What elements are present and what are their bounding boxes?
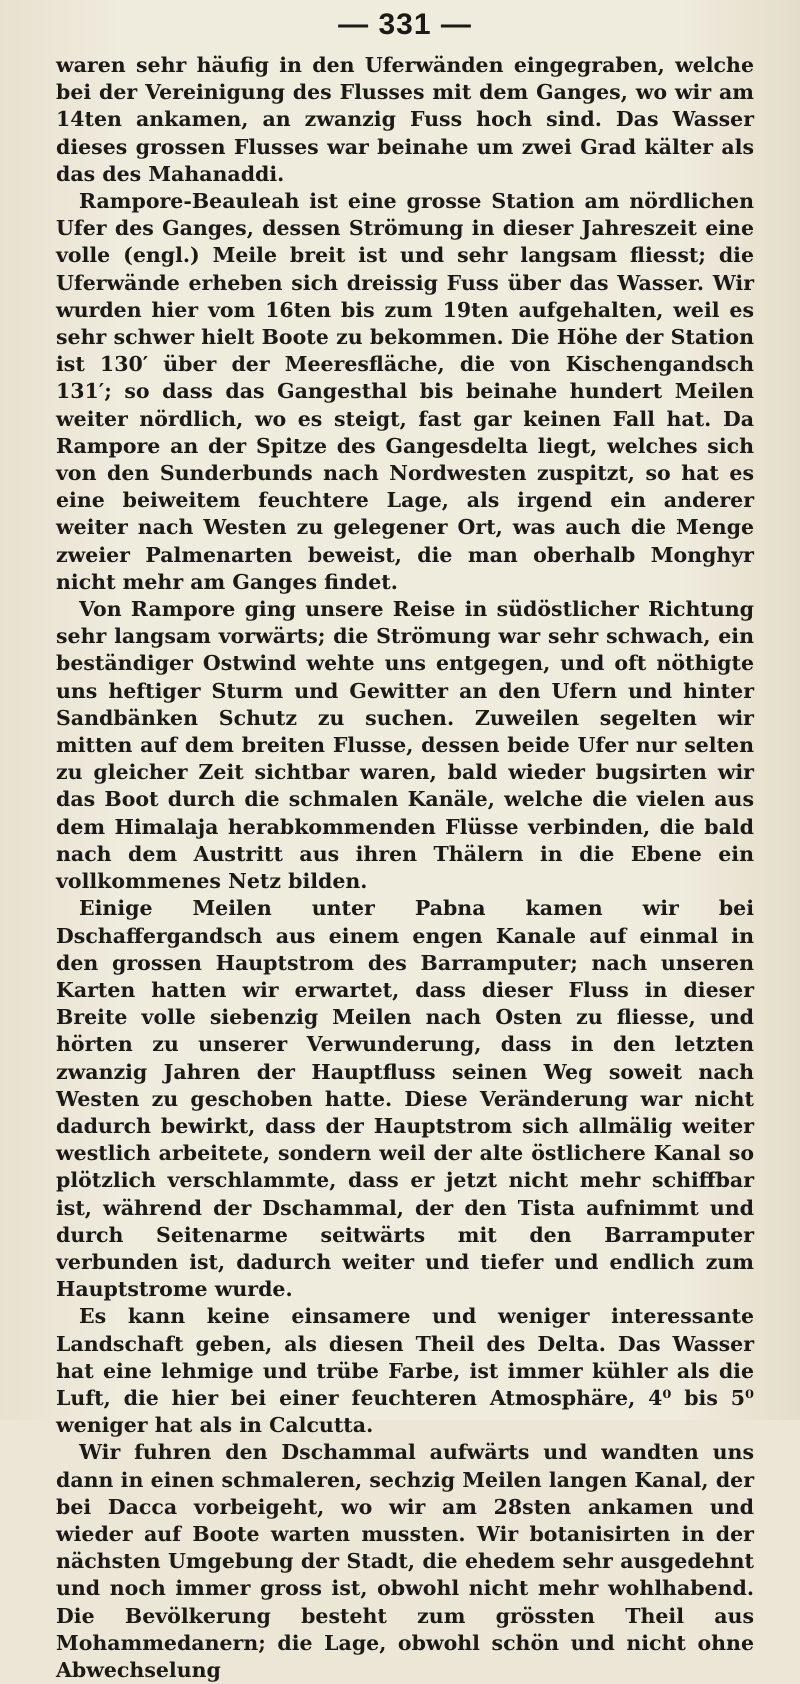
paragraph: Es kann keine einsamere und weniger interessante Landschaft geben, als diesen Theil des Delta. Das Wasser hat eine lehmige und trübe Farbe, ist immer kühler als die Luft, die hier bei einer feuchteren Atmosphäre, 4⁰ bis 5⁰ weniger hat als in Calcutta. xyxy=(56,1304,754,1438)
paragraph: Rampore-Beauleah ist eine grosse Station am nördlichen Ufer des Ganges, dessen Strömung in dieser Jahreszeit eine volle (engl.) Meile breit ist und sehr langsam fliesst; die Uferwände erheben sich dreissig Fuss über das Wasser. Wir wurden hier vom 16ten bis zum 19ten aufgehalten, weil es sehr schwer hielt Boote zu bekommen. Die Höhe der Station ist 130′ über der Meeresfläche, die von Kischengandsch 131′; so dass das Gangesthal bis beinahe hundert Meilen weiter nördlich, wo es steigt, fast gar keinen Fall hat. Da Rampore an der Spitze des Gangesdelta liegt, welches sich von den Sunderbunds nach Nordwesten zuspitzt, so hat es eine beiweitem feuchtere Lage, als irgend ein anderer weiter nach Westen zu gelegener Ort, was auch die Menge zweier Palmenarten beweist, die man oberhalb Monghyr nicht mehr am Ganges findet. xyxy=(56,189,754,594)
paragraph: waren sehr häufig in den Uferwänden eingegraben, welche bei der Vereinigung des Flusses mit dem Ganges, wo wir am 14ten ankamen, an zwanzig Fuss hoch sind. Das Wasser dieses grossen Flusses war beinahe um zwei Grad kälter als das des Mahanaddi. xyxy=(56,53,754,186)
paragraph: Einige Meilen unter Pabna kamen wir bei Dschaffergandsch aus einem engen Kanale auf einmal in den grossen Hauptstrom des Barramputer; nach unseren Karten hatten wir erwartet, dass dieser Fluss in dieser Breite volle siebenzig Meilen nach Osten zu fliesse, und hörten zu unserer Verwunderung, dass in den letzten zwanzig Jahren der Hauptfluss seinen Weg soweit nach Westen zu geschoben hatte. Diese Veränderung war nicht dadurch bewirkt, dass der Hauptstrom sich allmälig weiter westlich arbeitete, sondern weil der alte östlichere Kanal so plötzlich verschlammte, dass er jetzt nicht mehr schiffbar ist, während der Dschammal, der den Tista aufnimmt und durch Seitenarme seitwärts mit den Barramputer verbunden ist, dadurch weiter und tiefer und endlich zum Hauptstrome wurde. xyxy=(56,896,754,1302)
paragraph: Von Rampore ging unsere Reise in südöstlicher Richtung sehr langsam vorwärts; die Strömung war sehr schwach, ein beständiger Ostwind wehte uns entgegen, und oft nöthigte uns heftiger Sturm und Gewitter an den Ufern und hinter Sandbänken Schutz zu suchen. Zuweilen segelten wir mitten auf dem breiten Flusse, dessen beide Ufer nur selten zu gleicher Zeit sichtbar waren, bald wieder bugsirten wir das Boot durch die schmalen Kanäle, welche die vielen aus dem Himalaja herabkommenden Flüsse verbinden, die bald nach dem Austritt aus ihren Thälern in die Ebene ein vollkommenes Netz bilden. xyxy=(56,597,754,894)
body-text xyxy=(56,52,754,1684)
page-number: — 331 — xyxy=(338,8,472,41)
paragraph: Wir fuhren den Dschammal aufwärts und wandten uns dann in einen schmaleren, sechzig Meilen langen Kanal, der bei Dacca vorbeigeht, wo wir am 28sten ankamen und wieder auf Boote warten mussten. Wir botanisirten in der nächsten Umgebung der Stadt, die ehedem sehr ausgedehnt und noch immer gross ist, obwohl nicht mehr wohlhabend. Die Bevölkerung besteht zum grössten Theil aus Mohammedanern; die Lage, obwohl schön und nicht ohne Abwechselung xyxy=(56,1440,754,1682)
